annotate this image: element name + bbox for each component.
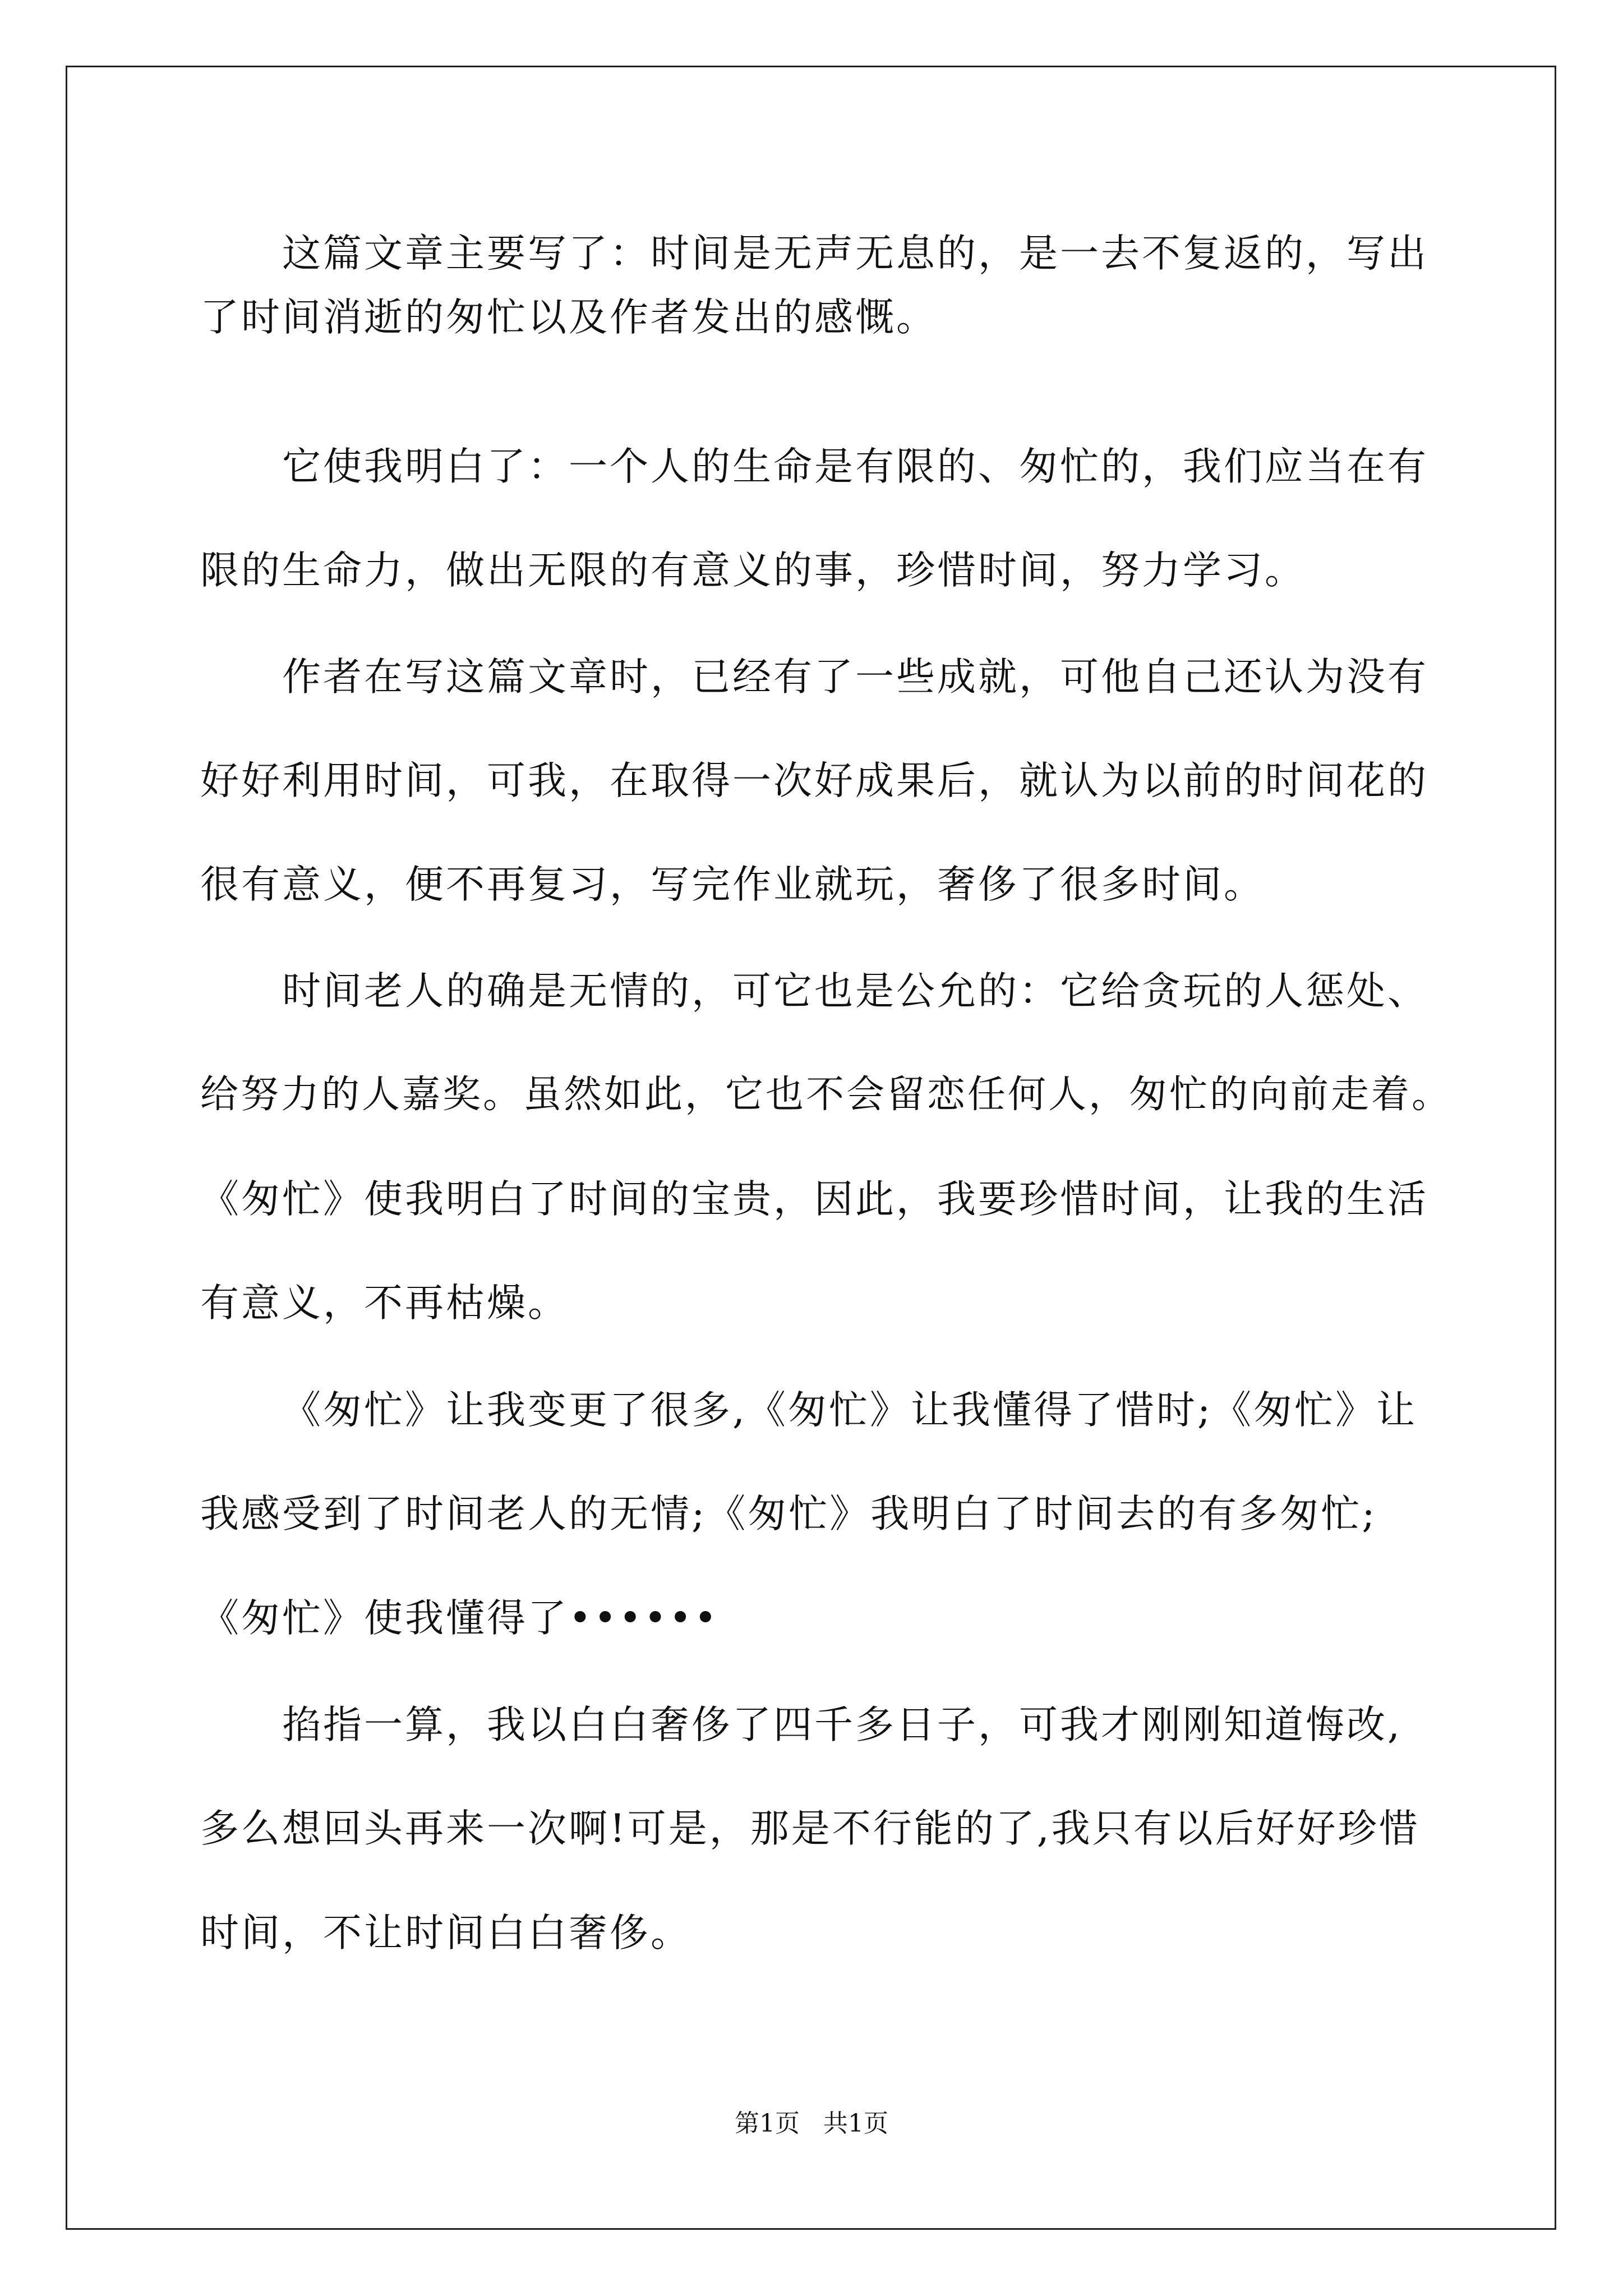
paragraph-3-line-2: 好好利用时间，可我，在取得一次好成果后，就认为以前的时间花的 — [200, 758, 1428, 803]
paragraph-5-line-2: 我感受到了时间老人的无情;《匆忙》我明白了时间去的有多匆忙; — [200, 1492, 1377, 1536]
paragraph-1-line-2: 了时间消逝的匆忙以及作者发出的感慨。 — [200, 295, 937, 340]
paragraph-4-line-1: 时间老人的确是无情的，可它也是公允的：它给贪玩的人惩处、 — [282, 969, 1428, 1014]
paragraph-3-line-3: 很有意义，便不再复习，写完作业就玩，奢侈了很多时间。 — [200, 862, 1265, 907]
paragraph-4-line-4: 有意义，不再枯燥。 — [200, 1281, 569, 1326]
paragraph-3-line-1: 作者在写这篇文章时，已经有了一些成就，可他自己还认为没有 — [282, 655, 1428, 700]
paragraph-1-line-1: 这篇文章主要写了：时间是无声无息的，是一去不复返的，写出 — [282, 231, 1428, 276]
page-border — [66, 66, 1556, 2230]
paragraph-6-line-3: 时间，不让时间白白奢侈。 — [200, 1911, 691, 1955]
page-footer: 第1页 共1页 — [735, 2109, 888, 2138]
paragraph-4-line-2: 给努力的人嘉奖。虽然如此，它也不会留恋任何人，匆忙的向前走着。 — [200, 1073, 1453, 1117]
paragraph-2-line-1: 它使我明白了：一个人的生命是有限的、匆忙的，我们应当在有 — [282, 444, 1428, 489]
paragraph-6-line-1: 掐指一算，我以白白奢侈了四千多日子，可我才刚刚知道悔改, — [282, 1703, 1402, 1747]
paragraph-5-line-3: 《匆忙》使我懂得了•••••• — [200, 1596, 720, 1641]
paragraph-6-line-2: 多么想回头再来一次啊!可是，那是不行能的了,我只有以后好好珍惜 — [200, 1806, 1420, 1851]
paragraph-5-line-1: 《匆忙》让我变更了很多,《匆忙》让我懂得了惜时;《匆忙》让 — [282, 1388, 1418, 1433]
paragraph-4-line-3: 《匆忙》使我明白了时间的宝贵，因此，我要珍惜时间，让我的生活 — [200, 1177, 1428, 1222]
paragraph-2-line-2: 限的生命力，做出无限的有意义的事，珍惜时间，努力学习。 — [200, 548, 1306, 593]
